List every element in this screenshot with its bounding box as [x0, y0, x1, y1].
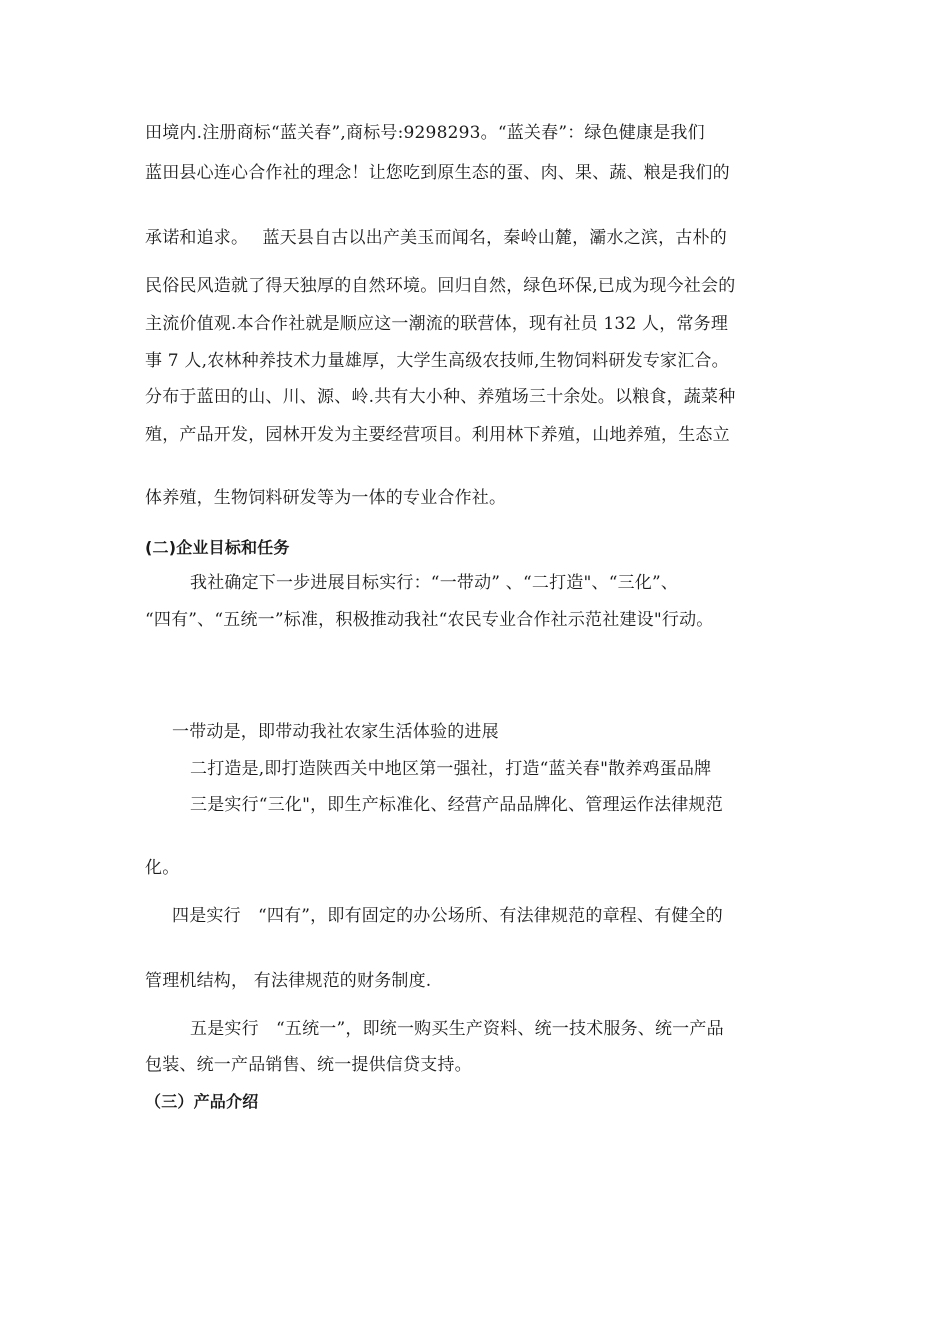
paragraph-line: 殖，产品开发，园林开发为主要经营项目。利用林下养殖，山地养殖，生态立 [145, 425, 730, 445]
goal-item: 四是实行 “四有”，即有固定的办公场所、有法律规范的章程、有健全的 [172, 906, 723, 926]
paragraph-line: 田境内.注册商标“蓝关春”,商标号:9298293。“蓝关春”：绿色健康是我们 [145, 123, 705, 143]
goal-item: 包装、统一产品销售、统一提供信贷支持。 [145, 1055, 472, 1075]
goal-line: 我社确定下一步进展目标实行：“一带动” 、“二打造"、“三化”、 [190, 573, 679, 593]
paragraph-line: 蓝田县心连心合作社的理念！让您吃到原生态的蛋、肉、果、蔬、粮是我们的 [145, 163, 730, 183]
goal-item: 化。 [145, 858, 180, 878]
goal-item: 五是实行 “五统一”，即统一购买生产资料、统一技术服务、统一产品 [190, 1019, 724, 1039]
goal-item: 二打造是,即打造陕西关中地区第一强社，打造“蓝关春"散养鸡蛋品牌 [190, 759, 712, 779]
paragraph-line: 事 7 人,农林种养技术力量雄厚，大学生高级农技师,生物饲料研发专家汇合。 [145, 351, 729, 371]
paragraph-line: 承诺和追求。 蓝天县自古以出产美玉而闻名，秦岭山麓，灞水之滨，古朴的 [145, 228, 727, 248]
goal-line: “四有”、“五统一”标准，积极推动我社“农民专业合作社示范社建设"行动。 [145, 610, 714, 630]
paragraph-line: 主流价值观.本合作社就是顺应这一潮流的联营体，现有社员 132 人，常务理 [145, 314, 729, 334]
section-heading-goals: (二)企业目标和任务 [145, 538, 290, 557]
section-heading-products: （三）产品介绍 [145, 1092, 259, 1111]
paragraph-line: 体养殖，生物饲料研发等为一体的专业合作社。 [145, 488, 507, 508]
paragraph-line: 分布于蓝田的山、川、源、岭.共有大小种、养殖场三十余处。以粮食，蔬菜种 [145, 387, 736, 407]
goal-item: 三是实行“三化"，即生产标准化、经营产品品牌化、管理运作法律规范 [190, 795, 723, 815]
goal-item: 一带动是，即带动我社农家生活体验的进展 [172, 722, 499, 742]
paragraph-line: 民俗民风造就了得天独厚的自然环境。回归自然，绿色环保,已成为现今社会的 [145, 276, 736, 296]
goal-item: 管理机结构， 有法律规范的财务制度. [145, 971, 432, 991]
